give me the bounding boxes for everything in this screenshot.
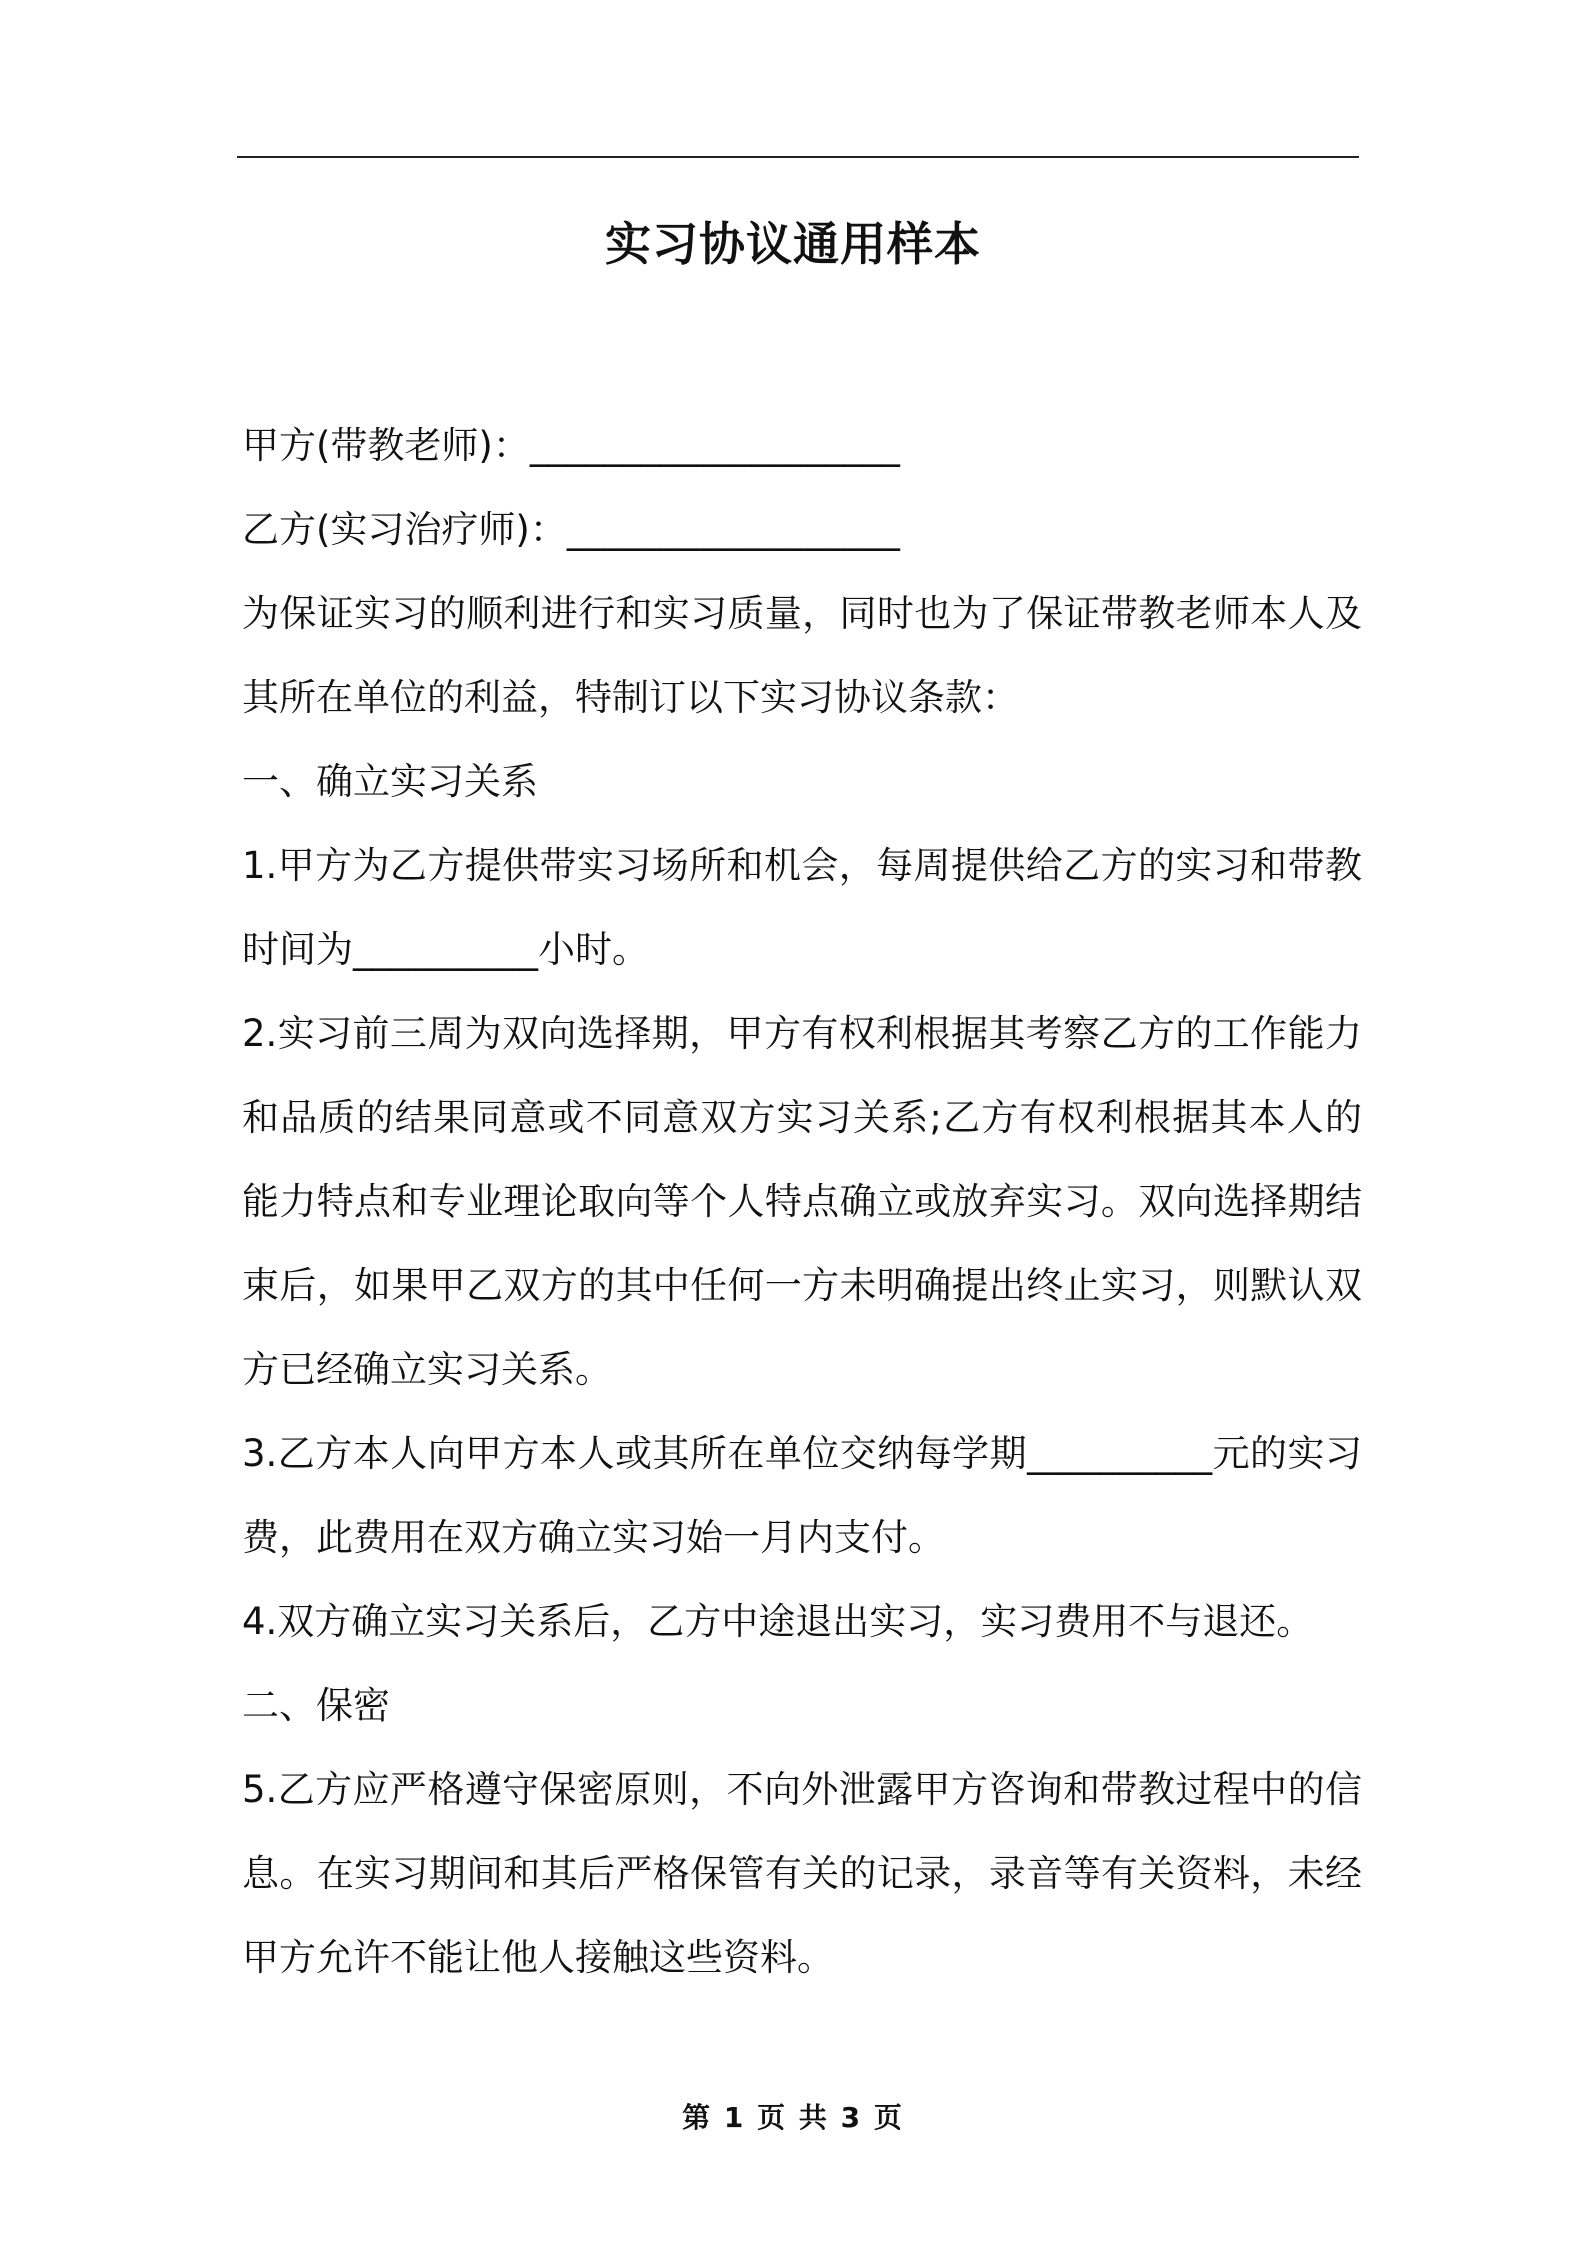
party-b-line: 乙方(实习治疗师)：__________________ (242, 508, 900, 551)
document-title: 实习协议通用样本 (605, 217, 981, 271)
clause-4: 4.双方确立实习关系后，乙方中途退出实习，实习费用不与退还。 (242, 1600, 1314, 1643)
page-footer: 第 1 页 共 3 页 (682, 2101, 904, 2134)
clause-2: 2.实习前三周为双向选择期，甲方有权利根据其考察乙方的工作能力和品质的结果同意或不同意双方实习关系;乙方有权利根据其本人的能力特点和专业理论取向等个人特点确立或放弃实习。双向选择期结束后，如果甲乙双方的其中任何一方未明确提出终止实习，则默认双方已经确立实习关系。 (242, 1012, 1362, 1391)
document-body (242, 404, 1362, 2000)
party-a-line: 甲方(带教老师)：____________________ (242, 424, 900, 467)
preamble-paragraph: 为保证实习的顺利进行和实习质量，同时也为了保证带教老师本人及其所在单位的利益，特制订以下实习协议条款： (242, 592, 1362, 719)
section-heading-2: 二、保密 (242, 1684, 390, 1727)
clause-1: 1.甲方为乙方提供带实习场所和机会，每周提供给乙方的实习和带教时间为__________小时。 (242, 844, 1362, 971)
section-heading-1: 一、确立实习关系 (242, 760, 538, 803)
clause-5: 5.乙方应严格遵守保密原则，不向外泄露甲方咨询和带教过程中的信息。在实习期间和其后严格保管有关的记录，录音等有关资料，未经甲方允许不能让他人接触这些资料。 (242, 1768, 1362, 1979)
header-rule (237, 156, 1359, 158)
clause-3: 3.乙方本人向甲方本人或其所在单位交纳每学期__________元的实习费，此费用在双方确立实习始一月内支付。 (242, 1432, 1362, 1559)
